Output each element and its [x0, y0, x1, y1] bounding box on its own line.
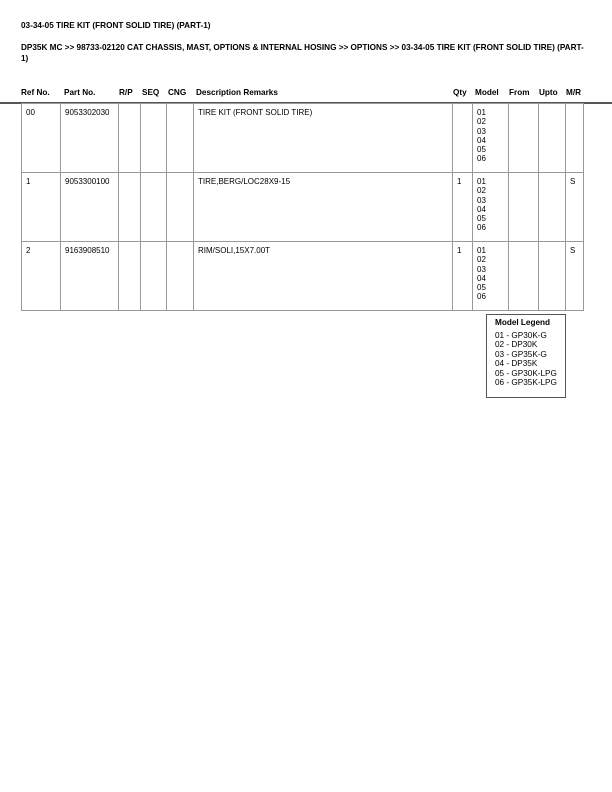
header-model: Model: [475, 88, 499, 97]
header-from: From: [509, 88, 530, 97]
cell-mr: S: [566, 173, 584, 242]
header-mr: M/R: [566, 88, 582, 97]
model-code: 02: [477, 255, 486, 265]
cell-desc: TIRE KIT (FRONT SOLID TIRE): [194, 104, 453, 173]
cell-ref: 2: [22, 242, 61, 311]
header-ref: Ref No.: [21, 88, 50, 97]
cell-cng: [167, 104, 194, 173]
model-code: 01: [477, 108, 486, 117]
model-code: 04: [477, 135, 486, 145]
model-code: 01: [477, 177, 486, 186]
cell-cng: [167, 242, 194, 311]
breadcrumb: DP35K MC >> 98733-02120 CAT CHASSIS, MAST, OPTIONS & INTERNAL HOSING >> OPTIONS >> 03-34-05 TIRE KIT (FRONT SOLID TIRE) (PART-1): [21, 43, 584, 63]
legend-item: 06 - GP35K-LPG: [495, 378, 557, 387]
cell-from: [509, 242, 539, 311]
cell-seq: [141, 104, 167, 173]
cell-seq: [141, 242, 167, 311]
page-title: 03-34-05 TIRE KIT (FRONT SOLID TIRE) (PART-1): [21, 21, 211, 30]
header-seq: SEQ: [142, 88, 160, 97]
cell-mr: [566, 104, 584, 173]
legend-item: 03 - GP35K-G: [495, 349, 547, 359]
cell-from: [509, 173, 539, 242]
table-row: [22, 104, 584, 173]
model-code: 03: [477, 126, 486, 136]
cell-rp: [119, 242, 141, 311]
legend-item: 02 - DP30K: [495, 340, 538, 349]
model-code: 06: [477, 154, 486, 164]
legend-item: 01 - GP30K-G: [495, 330, 547, 340]
model-code: 01: [477, 246, 486, 255]
header-rp: R/P: [119, 88, 133, 97]
model-code: 05: [477, 214, 486, 224]
cell-upto: [539, 104, 566, 173]
header-desc: Description Remarks: [196, 88, 278, 97]
model-legend: [486, 314, 566, 398]
legend-title: Model Legend: [495, 318, 551, 327]
model-code: 02: [477, 117, 486, 127]
model-code: 04: [477, 204, 486, 214]
cell-desc: RIM/SOLI,15X7.00T: [194, 242, 453, 311]
cell-cng: [167, 173, 194, 242]
cell-qty: [453, 104, 473, 173]
model-code: 05: [477, 283, 486, 293]
legend-item: 05 - GP30K-LPG: [495, 368, 557, 378]
parts-table: [21, 103, 584, 311]
cell-desc: TIRE,BERG/LOC28X9-15: [194, 173, 453, 242]
table-header: [0, 88, 612, 102]
cell-from: [509, 104, 539, 173]
header-part: Part No.: [64, 88, 96, 97]
model-code: 06: [477, 223, 486, 233]
cell-model: [473, 242, 509, 311]
model-code: 04: [477, 273, 486, 283]
cell-upto: [539, 242, 566, 311]
table-row: [22, 242, 584, 311]
legend-item: 04 - DP35K: [495, 359, 538, 368]
model-code: 03: [477, 195, 486, 205]
cell-part: 9053302030: [61, 104, 119, 173]
header-cng: CNG: [168, 88, 187, 97]
model-code: 05: [477, 145, 486, 155]
cell-upto: [539, 173, 566, 242]
cell-seq: [141, 173, 167, 242]
cell-model: [473, 173, 509, 242]
cell-part: 9163908510: [61, 242, 119, 311]
model-code: 06: [477, 292, 486, 302]
model-code: 03: [477, 264, 486, 274]
cell-part: 9053300100: [61, 173, 119, 242]
model-code: 02: [477, 186, 486, 196]
cell-model: [473, 104, 509, 173]
cell-rp: [119, 173, 141, 242]
cell-qty: 1: [453, 242, 473, 311]
cell-ref: 1: [22, 173, 61, 242]
cell-mr: S: [566, 242, 584, 311]
header-upto: Upto: [539, 88, 558, 97]
cell-ref: 00: [22, 104, 61, 173]
header-qty: Qty: [453, 88, 467, 97]
cell-qty: 1: [453, 173, 473, 242]
table-row: [22, 173, 584, 242]
cell-rp: [119, 104, 141, 173]
